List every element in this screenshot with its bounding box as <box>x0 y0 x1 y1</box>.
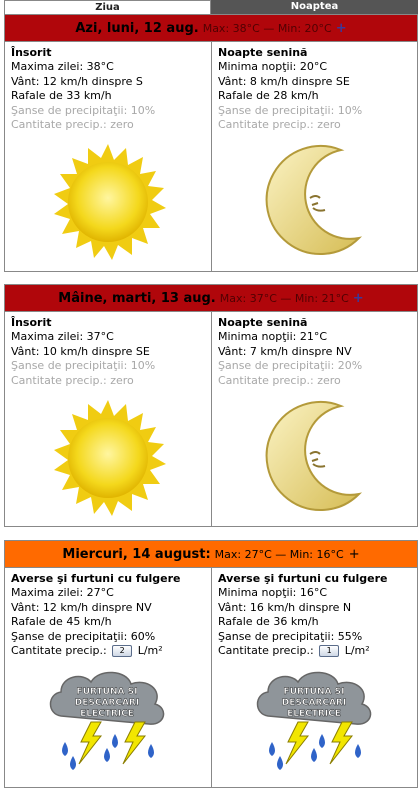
condition: Averse şi furtuni cu fulgere <box>11 572 181 585</box>
condition: Noapte senină <box>218 316 308 329</box>
precip-amount-label: Cantitate precip.: <box>11 644 107 657</box>
storm-text-3: ELECTRICE <box>80 709 134 719</box>
temp: Minima nopţii: 16°C <box>218 586 328 599</box>
expand-button[interactable]: + <box>348 546 360 562</box>
forecast-day-3 <box>4 540 418 788</box>
day-header <box>4 540 418 568</box>
day-night-tabs <box>4 0 418 14</box>
day-date: Mâine, marti, 13 aug. <box>58 290 216 306</box>
day-date: Azi, luni, 12 aug. <box>75 20 199 36</box>
night-column <box>211 42 417 271</box>
expand-button[interactable]: + <box>335 20 347 36</box>
precip-chance: Şanse de precipitaţii: 55% <box>218 629 363 643</box>
precip-amount <box>11 644 205 659</box>
precip-amount-label: Cantitate precip.: <box>218 644 314 657</box>
day-date: Miercuri, 14 august: <box>62 546 211 562</box>
sun-icon <box>5 142 211 262</box>
precip-level-icon: 2 <box>112 645 132 657</box>
precip-chance: Şanse de precipitaţii: 10% <box>11 103 156 117</box>
storm-text-1: FURTUNA SI <box>283 687 344 697</box>
day-column <box>5 42 211 271</box>
precip-chance: Şanse de precipitaţii: 60% <box>11 629 156 643</box>
wind: Vânt: 8 km/h dinspre SE <box>218 74 350 88</box>
gusts: Rafale de 36 km/h <box>218 615 319 628</box>
moon-icon <box>212 398 417 518</box>
precip-amount: Cantitate precip.: zero <box>11 373 134 387</box>
wind: Vânt: 7 km/h dinspre NV <box>218 344 352 358</box>
condition: Însorit <box>11 46 52 59</box>
precip-chance: Şanse de precipitaţii: 20% <box>218 359 363 372</box>
day-column <box>5 568 211 787</box>
condition: Însorit <box>11 316 52 329</box>
wind: Vânt: 10 km/h dinspre SE <box>11 344 150 358</box>
forecast-day-2 <box>4 284 418 527</box>
min-max: Max: 38°C — Min: 20°C <box>202 21 332 35</box>
temp: Maxima zilei: 27°C <box>11 586 114 599</box>
precip-amount: Cantitate precip.: zero <box>11 118 134 131</box>
wind: Vânt: 16 km/h dinspre N <box>218 600 352 614</box>
precip-unit: L/m² <box>344 644 370 657</box>
precip-amount: Cantitate precip.: zero <box>218 118 341 131</box>
storm-text-1: FURTUNA SI <box>76 687 138 697</box>
gusts: Rafale de 28 km/h <box>218 89 319 102</box>
night-column <box>211 312 417 526</box>
precip-unit: L/m² <box>137 644 163 657</box>
temp: Minima nopţii: 21°C <box>218 330 328 343</box>
storm-text-2: DESCARCARI <box>74 698 140 708</box>
temp: Minima nopţii: 20°C <box>218 60 328 73</box>
night-column <box>211 568 417 787</box>
expand-button[interactable]: + <box>352 290 364 306</box>
wind: Vânt: 12 km/h dinspre NV <box>11 600 152 614</box>
condition: Averse şi furtuni cu fulgere <box>218 572 388 585</box>
min-max: Max: 37°C — Min: 21°C <box>219 291 349 305</box>
temp: Maxima zilei: 37°C <box>11 330 114 343</box>
storm-text-2: DESCARCARI <box>281 698 346 708</box>
storm-cloud-icon <box>5 664 211 774</box>
moon-icon <box>212 142 417 262</box>
storm-text-3: ELECTRICE <box>286 709 341 719</box>
precip-amount: Cantitate precip.: zero <box>218 373 341 387</box>
temp: Maxima zilei: 38°C <box>11 60 114 73</box>
tab-night[interactable]: Noaptea <box>211 0 418 14</box>
forecast-day-1 <box>4 14 418 272</box>
precip-level-icon: 1 <box>319 645 339 657</box>
min-max: Max: 27°C — Min: 16°C <box>214 547 344 561</box>
day-header <box>4 14 418 42</box>
condition: Noapte senină <box>218 46 308 59</box>
wind: Vânt: 12 km/h dinspre S <box>11 74 143 88</box>
gusts: Rafale de 33 km/h <box>11 89 112 102</box>
day-column <box>5 312 211 526</box>
precip-amount <box>218 644 411 659</box>
sun-icon <box>5 398 211 518</box>
tab-day[interactable]: Ziua <box>4 0 211 14</box>
day-header <box>4 284 418 312</box>
precip-chance: Şanse de precipitaţii: 10% <box>218 103 363 117</box>
precip-chance: Şanse de precipitaţii: 10% <box>11 359 156 372</box>
gusts: Rafale de 45 km/h <box>11 615 112 628</box>
storm-cloud-icon <box>212 664 417 774</box>
